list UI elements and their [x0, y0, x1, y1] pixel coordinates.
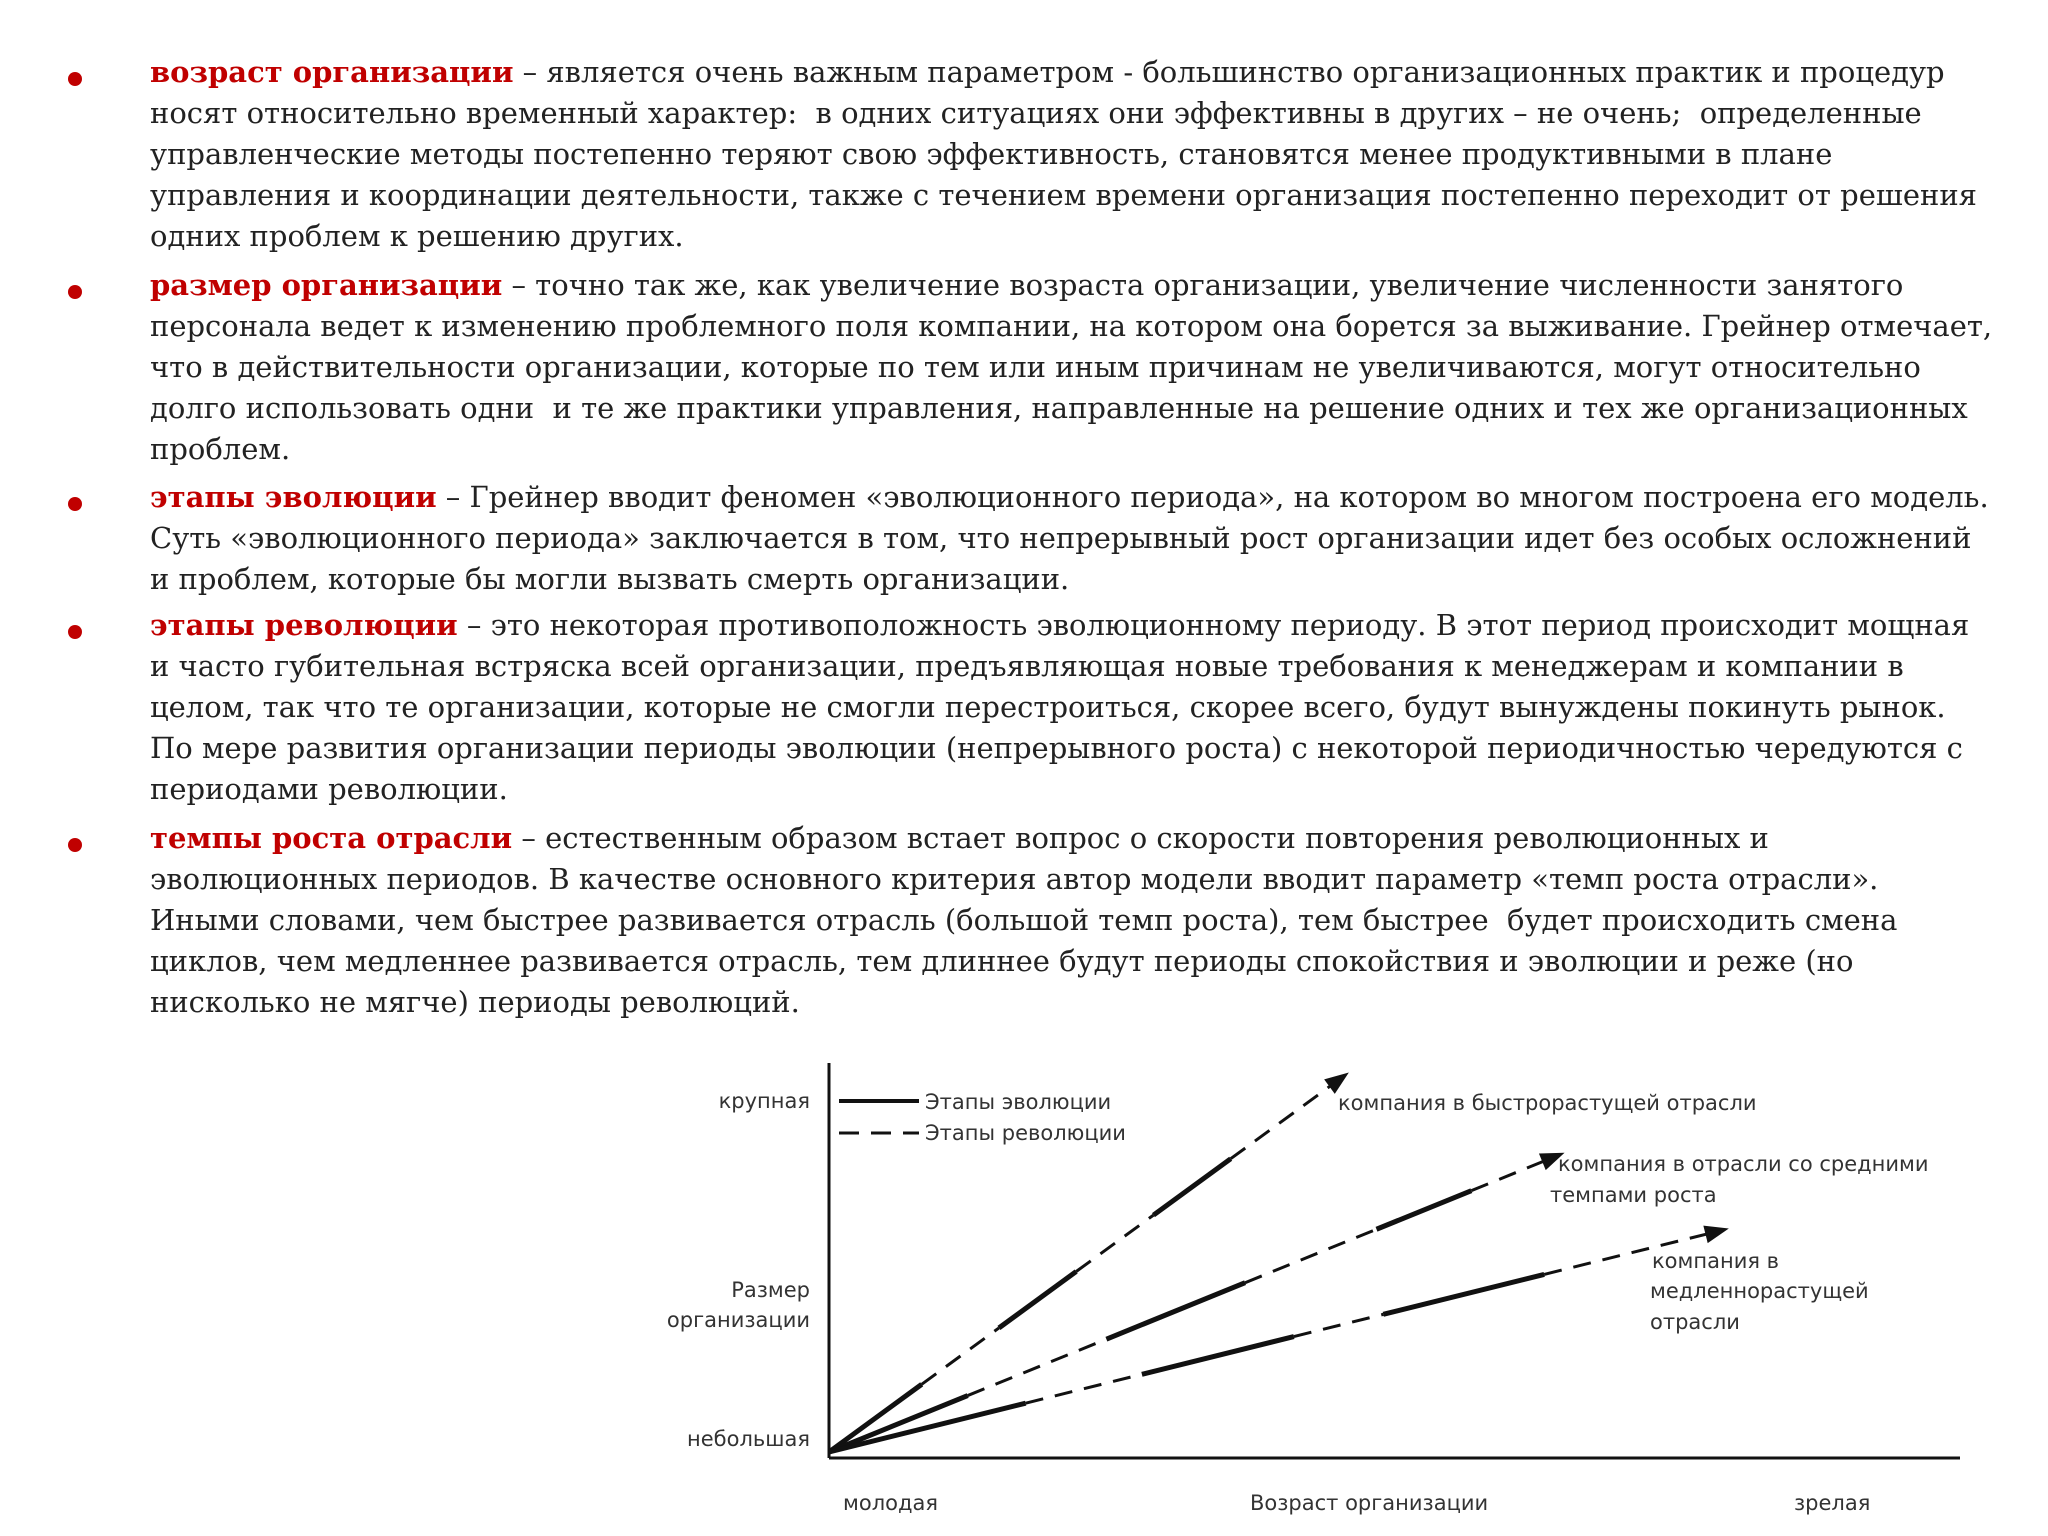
medium-growth-label-1: компания в отрасли со средними [1558, 1152, 1929, 1176]
fast-growth-label: компания в быстрорастущей отрасли [1338, 1091, 1757, 1115]
fast-growth-evolution-segment [999, 1272, 1076, 1328]
bullet-term: размер организации [150, 268, 503, 302]
medium-growth-evolution-segment [1377, 1191, 1472, 1230]
bullet-term: этапы эволюции [150, 480, 437, 514]
slow-growth-evolution-segment [1383, 1274, 1544, 1314]
x-axis-label: Возраст организации [1250, 1491, 1489, 1515]
bullet-term: возраст организации [150, 55, 514, 89]
fast-growth-revolution-segment [922, 1328, 999, 1384]
y-axis-label-line2: организации [666, 1308, 810, 1332]
slow-growth-label-3: отрасли [1650, 1310, 1740, 1334]
y-tick-small: небольшая [687, 1427, 810, 1451]
fast-growth-revolution-segment [1076, 1215, 1153, 1271]
bullet-term: темпы роста отрасли [150, 821, 513, 855]
bullet-body: – точно так же, как увеличение возраста организации, увеличение численности занятого персонала ведет к изменению проблемного поля компании, на котором она борется за выживание. Грейнер отмечает, что в действительности организации, которые по тем или иным причинам не увеличиваются, могут относительно долго использовать одни и те же практики управления, направленные на решение одних и тех же организационных проблем. [150, 268, 1993, 466]
bullet-body: – естественным образом встает вопрос о скорости повторения революционных и эволюционных периодов. В качестве основного критерия автор модели вводит параметр «темп роста отрасли». Иными словами, чем быстрее развивается отрасль (большой темп роста), тем быстрее будет происходить смена циклов, чем медленнее развивается отрасль, тем длиннее будут периоды спокойствия и эволюции и реже (но нисколько не мягче) периоды революций. [150, 821, 1898, 1019]
medium-growth-revolution-segment [1245, 1229, 1376, 1282]
slow-growth-label-1: компания в [1652, 1249, 1780, 1273]
slow-growth-arrowhead [1703, 1226, 1728, 1243]
bullet-body: – Грейнер вводит феномен «эволюционного периода», на котором во многом построена его модель. Суть «эволюционного периода» заключается в том, что непрерывный рост организации идет без особых осложнений и проблем, которые бы могли вызвать смерть организации. [150, 480, 1989, 596]
legend-revolution-label: Этапы революции [925, 1121, 1126, 1145]
legend-evolution-label: Этапы эволюции [925, 1090, 1112, 1114]
y-tick-large: крупная [718, 1089, 810, 1113]
fast-growth-revolution-segment [1231, 1076, 1344, 1159]
x-tick-mature: зрелая [1794, 1491, 1871, 1515]
bullet-body: – является очень важным параметром - большинство организационных практик и процедур носят относительно временный характер: в одних ситуациях они эффективны в других – не очень; определенные управленческие методы постепенно теряют свою эффективность, становятся менее продуктивными в плане управления и координации деятельности, также с течением времени организация постепенно переходит от решения одних проблем к решению других. [150, 55, 1977, 253]
x-tick-young: молодая [843, 1491, 938, 1515]
fast-growth-evolution-segment [1153, 1159, 1230, 1215]
bullet-body: – это некоторая противоположность эволюционному периоду. В этот период происходит мощная и часто губительная встряска всей организации, предъявляющая новые требования к менеджерам и компании в целом, так что те организации, которые не смогли перестроиться, скорее всего, будут вынуждены покинуть рынок. По мере развития организации периоды эволюции (непрерывного роста) с некоторой периодичностью чередуются с периодами революции. [150, 608, 1970, 806]
bullet-term: этапы революции [150, 608, 458, 642]
y-axis-label-line1: Размер [731, 1278, 810, 1302]
slow-growth-revolution-segment [1026, 1374, 1142, 1403]
medium-growth-evolution-segment [1106, 1283, 1245, 1339]
slow-growth-evolution-segment [1142, 1337, 1294, 1375]
slow-growth-label-2: медленнорастущей [1650, 1279, 1869, 1303]
medium-growth-label-2: темпами роста [1550, 1183, 1717, 1207]
slow-growth-revolution-segment [1294, 1314, 1383, 1336]
